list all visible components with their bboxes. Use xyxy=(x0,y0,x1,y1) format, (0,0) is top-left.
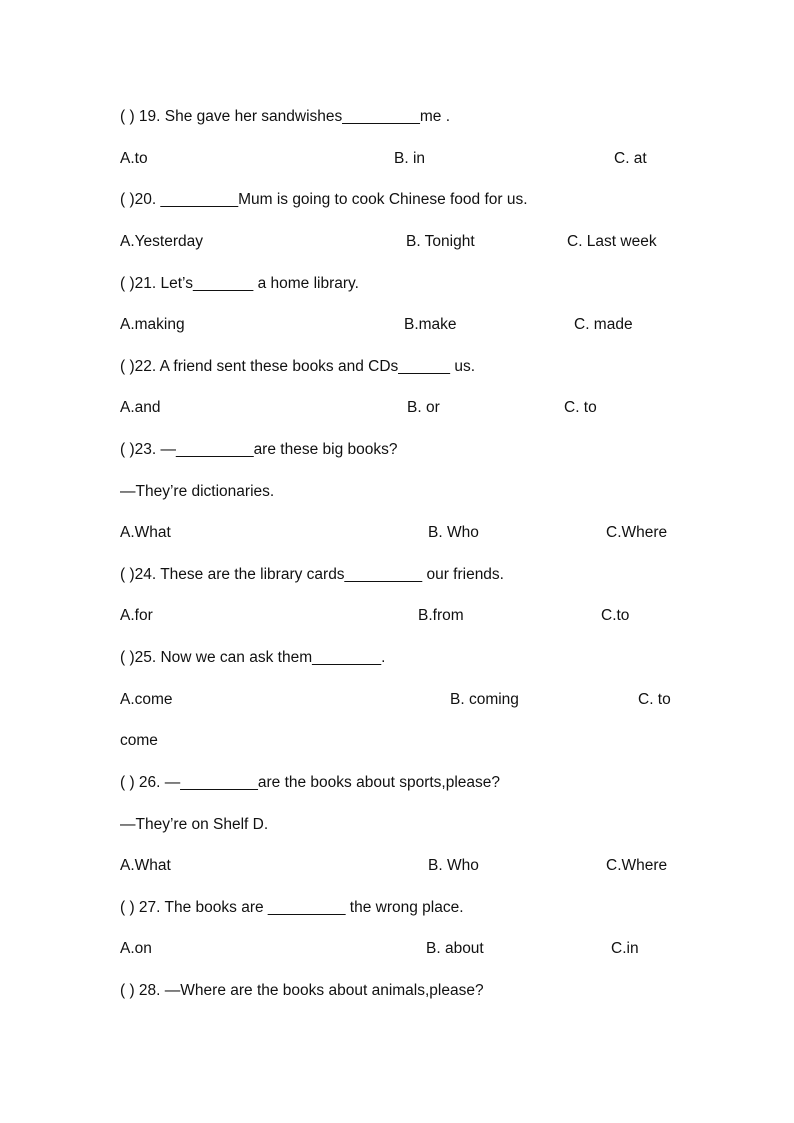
question-24-options xyxy=(120,605,684,627)
option-b: B. or xyxy=(407,399,440,416)
question-23-answer-line: —They’re dictionaries. xyxy=(120,483,275,500)
option-c: C.Where xyxy=(606,857,668,874)
option-a: A.come xyxy=(120,691,173,708)
option-c: C.in xyxy=(611,940,639,957)
question-23-options xyxy=(120,522,684,544)
option-a: A.for xyxy=(120,607,153,624)
option-a: A.to xyxy=(120,150,148,167)
option-b: B. Who xyxy=(428,524,479,541)
option-c: C.to xyxy=(601,607,630,624)
option-b: B. coming xyxy=(450,691,519,708)
option-a: A.What xyxy=(120,524,171,541)
option-b: B. about xyxy=(426,940,484,957)
option-a: A.making xyxy=(120,316,185,333)
question-25-option-wrap: come xyxy=(120,732,158,749)
question-25-options xyxy=(120,689,684,711)
option-a: A.on xyxy=(120,940,152,957)
option-b: B.make xyxy=(404,316,457,333)
option-c: C. made xyxy=(574,316,633,333)
question-20-stem: ( )20. _________Mum is going to cook Chinese food for us. xyxy=(120,191,528,208)
question-22-options xyxy=(120,397,684,419)
question-26-options xyxy=(120,855,684,877)
option-b: B. Who xyxy=(428,857,479,874)
question-24-stem: ( )24. These are the library cards_________ our friends. xyxy=(120,566,504,583)
option-b: B. Tonight xyxy=(406,233,475,250)
question-27-options xyxy=(120,938,684,960)
option-c: C. to xyxy=(638,691,671,708)
option-c: C. to xyxy=(564,399,597,416)
question-23-stem: ( )23. —_________are these big books? xyxy=(120,441,398,458)
question-21-stem: ( )21. Let’s_______ a home library. xyxy=(120,275,359,292)
option-c: C. Last week xyxy=(567,233,657,250)
question-26-stem: ( ) 26. —_________are the books about sports,please? xyxy=(120,774,501,791)
option-c: C.Where xyxy=(606,524,668,541)
question-19-stem: ( ) 19. She gave her sandwishes_________me . xyxy=(120,108,451,125)
option-a: A.Yesterday xyxy=(120,233,204,250)
option-a: A.and xyxy=(120,399,161,416)
question-25-stem: ( )25. Now we can ask them________. xyxy=(120,649,386,666)
question-22-stem: ( )22. A friend sent these books and CDs______ us. xyxy=(120,358,476,375)
option-b: B.from xyxy=(418,607,464,624)
question-21-options xyxy=(120,314,684,336)
question-20-options xyxy=(120,231,684,253)
question-28-stem: ( ) 28. —Where are the books about animals,please? xyxy=(120,982,484,999)
question-19-options xyxy=(120,148,684,170)
option-b: B. in xyxy=(394,150,426,167)
option-c: C. at xyxy=(614,150,647,167)
option-a: A.What xyxy=(120,857,171,874)
question-26-answer-line: —They’re on Shelf D. xyxy=(120,816,269,833)
question-27-stem: ( ) 27. The books are _________ the wrong place. xyxy=(120,899,464,916)
